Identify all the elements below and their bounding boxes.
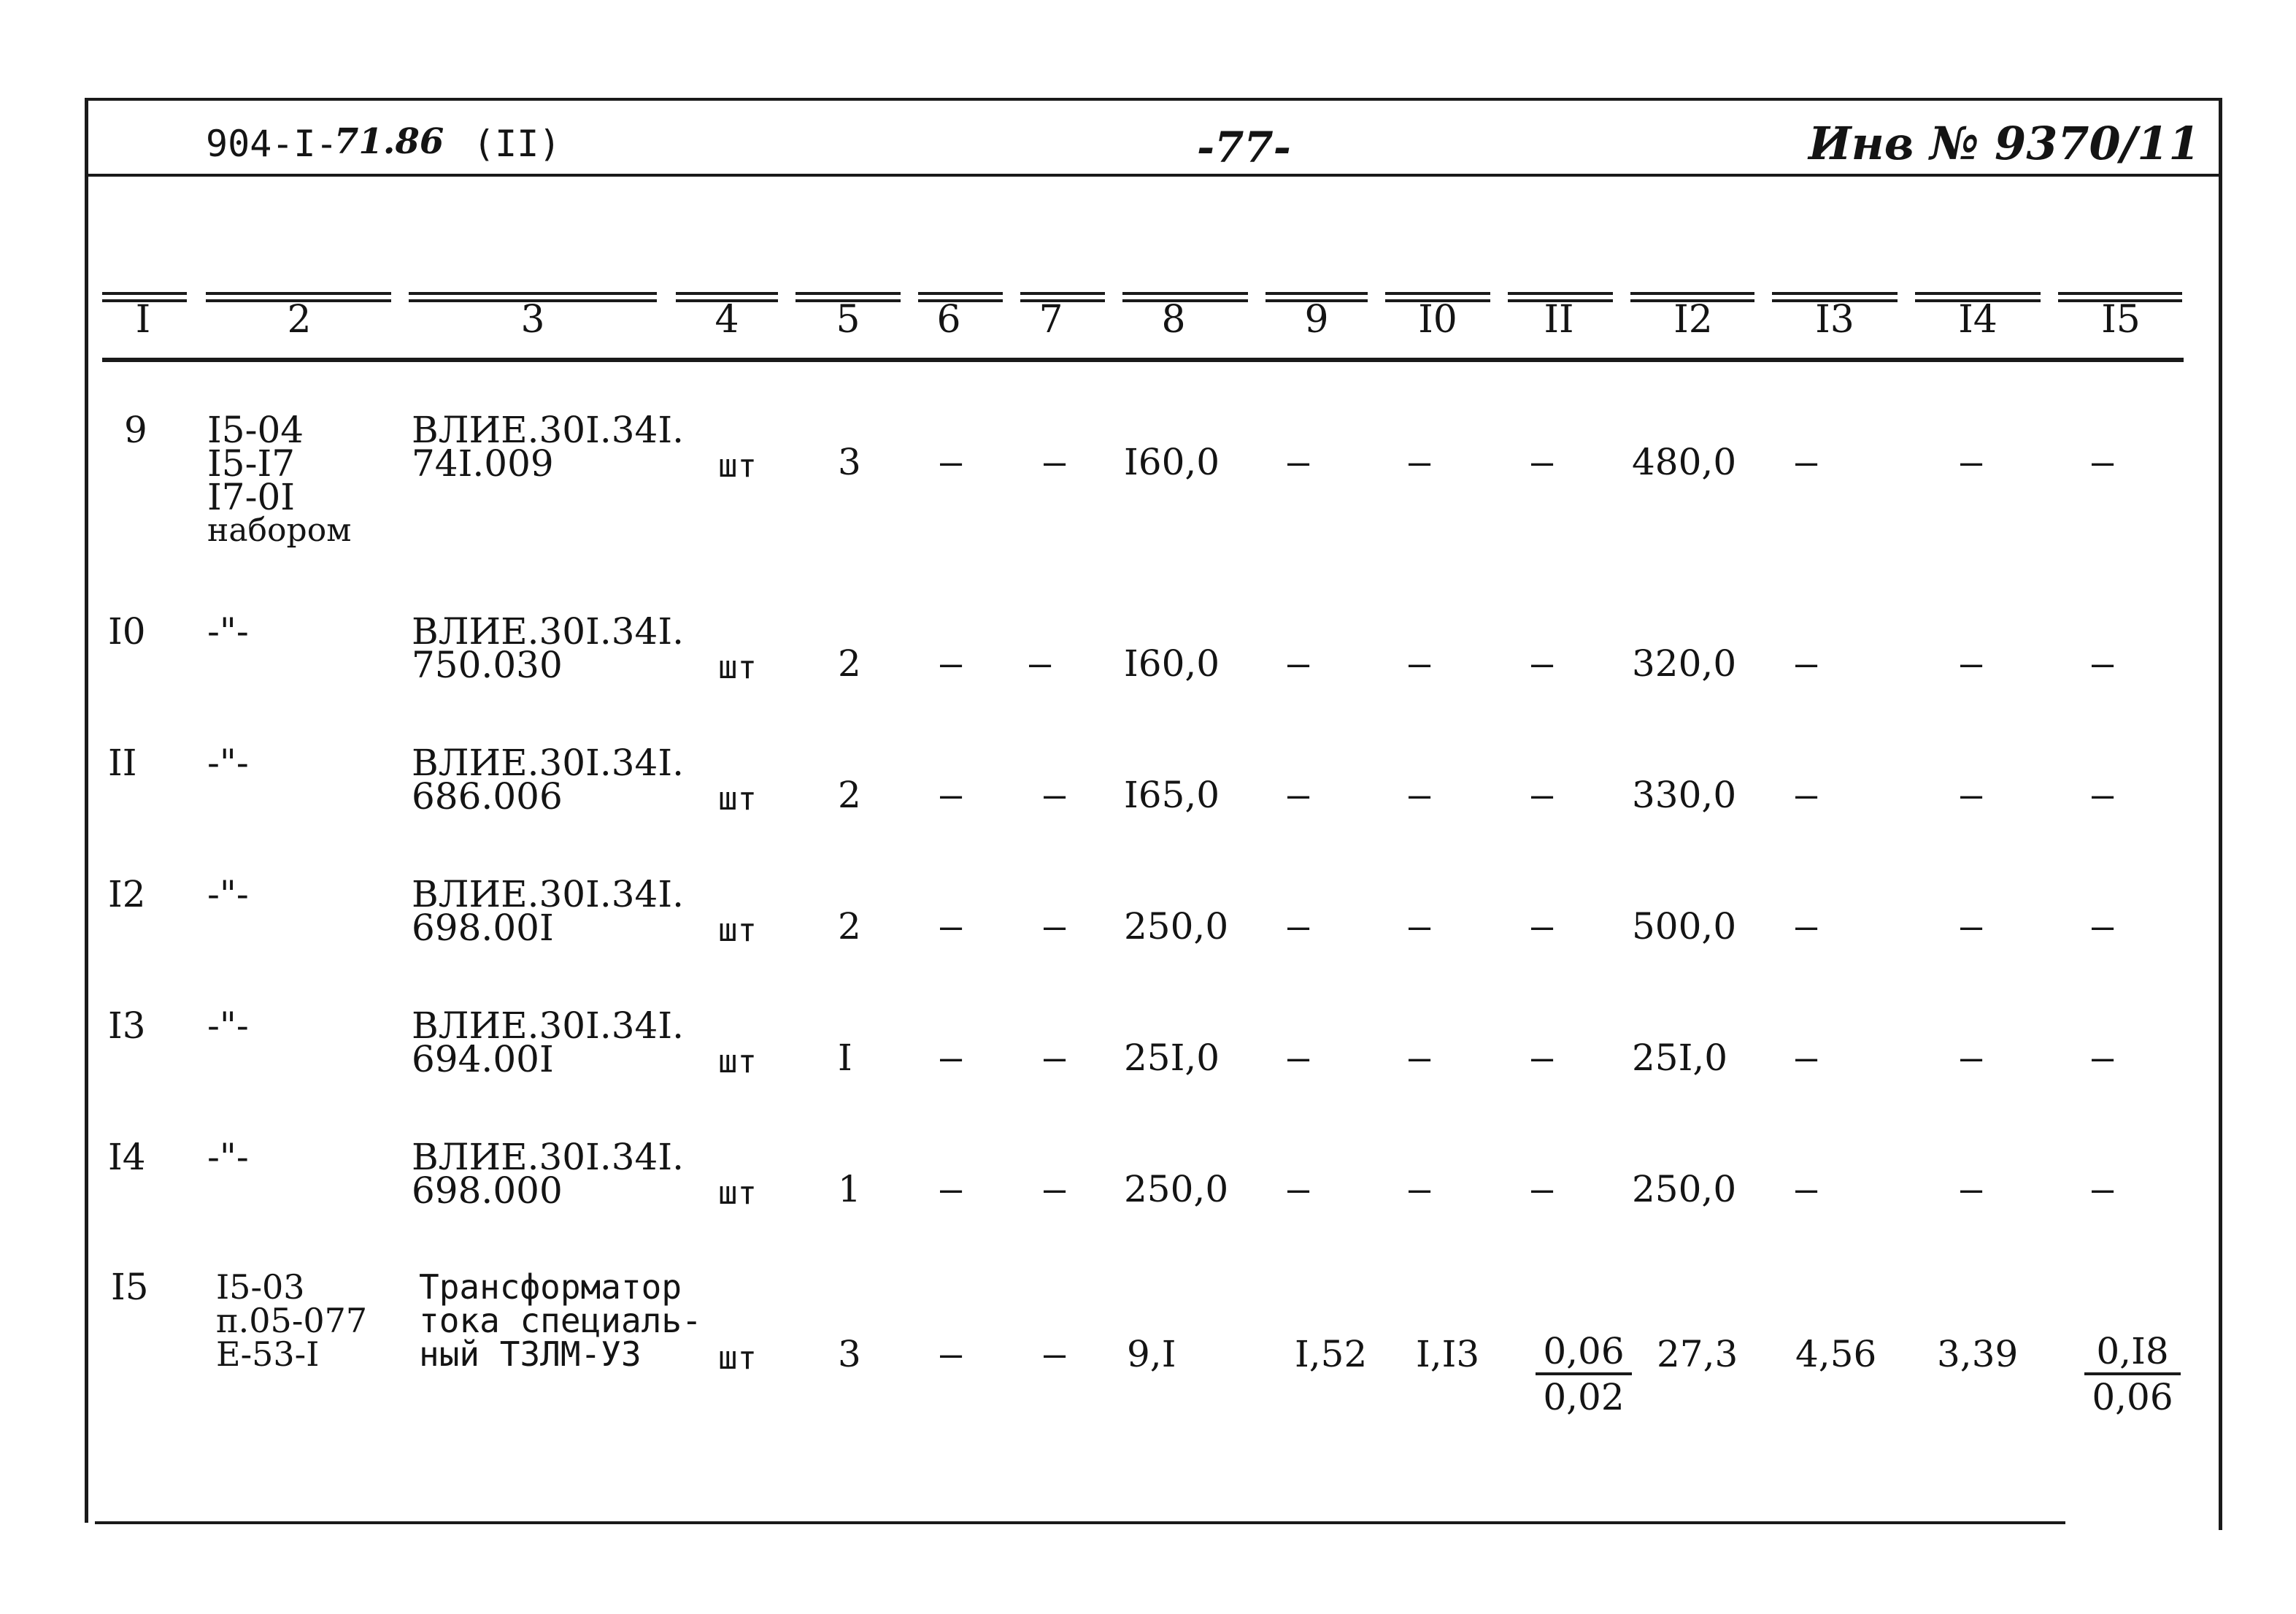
cell-col6: – [940,1333,963,1375]
inventory-number: Инв № 9370/11 [1808,117,2200,170]
cell-col11: – [1531,905,1554,948]
column-number: I4 [1958,298,1998,342]
cell-col11: – [1531,1168,1554,1210]
cell-col14: – [1960,1168,1983,1210]
cell-col9: – [1287,441,1310,483]
unit-cell: шт [718,912,757,949]
cell-col14: – [1960,441,1983,483]
cell-col7: – [1044,1333,1066,1375]
designation-cell: ВЛИЕ.30I.34I. 686.006 [412,742,684,818]
row-number: II [108,742,137,784]
header-separator [85,174,2222,177]
cell-col11: – [1531,1037,1554,1079]
frame-top-border [85,98,2222,101]
cell-col11: – [1531,441,1554,483]
column-number: I0 [1418,298,1457,342]
cell-col10: – [1409,905,1431,948]
cell-col9: – [1287,1037,1310,1079]
unit-cell: шт [718,447,757,485]
row-number: I5 [111,1266,149,1308]
reference-cell: I5-03 п.05-077 Е-53-I [216,1267,368,1374]
column-number: 9 [1304,298,1329,342]
unit-cell: шт [718,1340,757,1377]
row-number: I3 [108,1004,146,1047]
cell-col8: 250,0 [1124,1168,1229,1210]
reference-cell: -"- [207,1136,249,1178]
cell-col6: – [940,1168,963,1210]
designation-cell: ВЛИЕ.30I.34I. 694.00I [412,1004,684,1080]
cell-col7: – [1044,905,1066,948]
cell-col7: – [1044,441,1066,483]
fraction-numerator: 0,I8 [2084,1333,2181,1375]
document-part: (II) [473,123,561,165]
cell-col9: – [1287,774,1310,816]
row-number: I0 [108,610,146,653]
cell-col15: – [2092,905,2114,948]
cell-col10: – [1409,1037,1431,1079]
row-number: 9 [124,409,147,451]
column-number: II [1544,298,1574,342]
designation-cell: ВЛИЕ.30I.34I. 698.000 [412,1136,684,1212]
reference-cell: -"- [207,610,249,653]
cell-col13: – [1795,642,1818,685]
document-code-handwritten: 71.86 [334,121,444,162]
cell-col10: I,I3 [1416,1333,1480,1375]
unit-cell: шт [718,649,757,686]
cell-col11: – [1531,774,1554,816]
column-number: 4 [714,298,739,342]
cell-col7: – [1029,642,1052,685]
cell-col12: 330,0 [1632,774,1737,816]
cell-col15: – [2092,1168,2114,1210]
cell-col8: I60,0 [1124,642,1220,685]
cell-col8: 250,0 [1124,905,1229,948]
cell-col14: 3,39 [1937,1333,2019,1375]
fraction-numerator: 0,06 [1536,1333,1632,1375]
fraction-denominator: 0,02 [1543,1376,1625,1418]
reference-cell: -"- [207,873,249,915]
cell-col10: – [1409,441,1431,483]
cell-col10: – [1409,1168,1431,1210]
cell-col14: – [1960,1037,1983,1079]
cell-col11: – [1531,642,1554,685]
quantity-cell: 1 [838,1168,861,1210]
cell-col13: – [1795,1037,1818,1079]
unit-cell: шт [718,1043,757,1080]
frame-left-border [85,99,88,1523]
cell-col13: – [1795,905,1818,948]
cell-col13: – [1795,441,1818,483]
column-number: 5 [836,298,860,342]
column-number: 7 [1039,298,1063,342]
cell-col9: I,52 [1295,1333,1368,1375]
quantity-cell: 2 [838,905,861,948]
reference-cell: -"- [207,1004,249,1047]
page-number: -77- [1197,123,1291,172]
cell-col8: I65,0 [1124,774,1220,816]
quantity-cell: 2 [838,774,861,816]
designation-cell: Трансформатор тока специаль- ный ТЗЛМ-У3 [419,1267,702,1374]
unit-cell: шт [718,1175,757,1212]
cell-col15: – [2092,441,2114,483]
cell-col6: – [940,441,963,483]
designation-cell: ВЛИЕ.30I.34I. 750.030 [412,610,684,686]
cell-col8: 25I,0 [1124,1037,1220,1079]
cell-col10: – [1409,642,1431,685]
fraction-col11 [1536,1330,1632,1419]
cell-col6: – [940,774,963,816]
column-number: I2 [1673,298,1713,342]
cell-col12: 480,0 [1632,441,1737,483]
cell-col7: – [1044,1168,1066,1210]
cell-col13: – [1795,1168,1818,1210]
column-number: 6 [936,298,961,342]
cell-col7: – [1044,774,1066,816]
cell-col10: – [1409,774,1431,816]
cell-col9: – [1287,1168,1310,1210]
cell-col7: – [1044,1037,1066,1079]
quantity-cell: 3 [838,441,861,483]
cell-col12: 250,0 [1632,1168,1737,1210]
fraction-col15 [2084,1330,2181,1419]
cell-col9: – [1287,905,1310,948]
cell-col15: – [2092,774,2114,816]
quantity-cell: I [838,1037,852,1079]
designation-cell: ВЛИЕ.30I.34I. 74I.009 [412,409,684,485]
column-number: I [135,298,151,342]
frame-right-border [2219,99,2222,1530]
column-number: 8 [1161,298,1186,342]
cell-col12: 320,0 [1632,642,1737,685]
cell-col13: – [1795,774,1818,816]
cell-col6: – [940,905,963,948]
cell-col14: – [1960,642,1983,685]
column-number: 3 [520,298,545,342]
cell-col15: – [2092,642,2114,685]
cell-col14: – [1960,905,1983,948]
cell-col14: – [1960,774,1983,816]
cell-col12: 25I,0 [1632,1037,1728,1079]
cell-col6: – [940,1037,963,1079]
quantity-cell: 3 [838,1333,861,1375]
frame-bottom-border [95,1521,2065,1524]
cell-col8: I60,0 [1124,441,1220,483]
designation-cell: ВЛИЕ.30I.34I. 698.00I [412,873,684,949]
reference-cell: -"- [207,742,249,784]
column-number: 2 [287,298,312,342]
column-number: I5 [2101,298,2141,342]
cell-col15: – [2092,1037,2114,1079]
reference-cell: I5-04 I5-I7 I7-0I набором [207,409,352,549]
cell-col12: 27,3 [1657,1333,1738,1375]
column-number: I3 [1815,298,1854,342]
cell-col13: 4,56 [1795,1333,1877,1375]
cell-col12: 500,0 [1632,905,1737,948]
row-number: I2 [108,873,146,915]
document-code: 904-I- [206,123,338,165]
row-number: I4 [108,1136,146,1178]
fraction-denominator: 0,06 [2092,1376,2173,1418]
quantity-cell: 2 [838,642,861,685]
cell-col6: – [940,642,963,685]
cell-col9: – [1287,642,1310,685]
unit-cell: шт [718,780,757,818]
cell-col8: 9,I [1127,1333,1176,1375]
